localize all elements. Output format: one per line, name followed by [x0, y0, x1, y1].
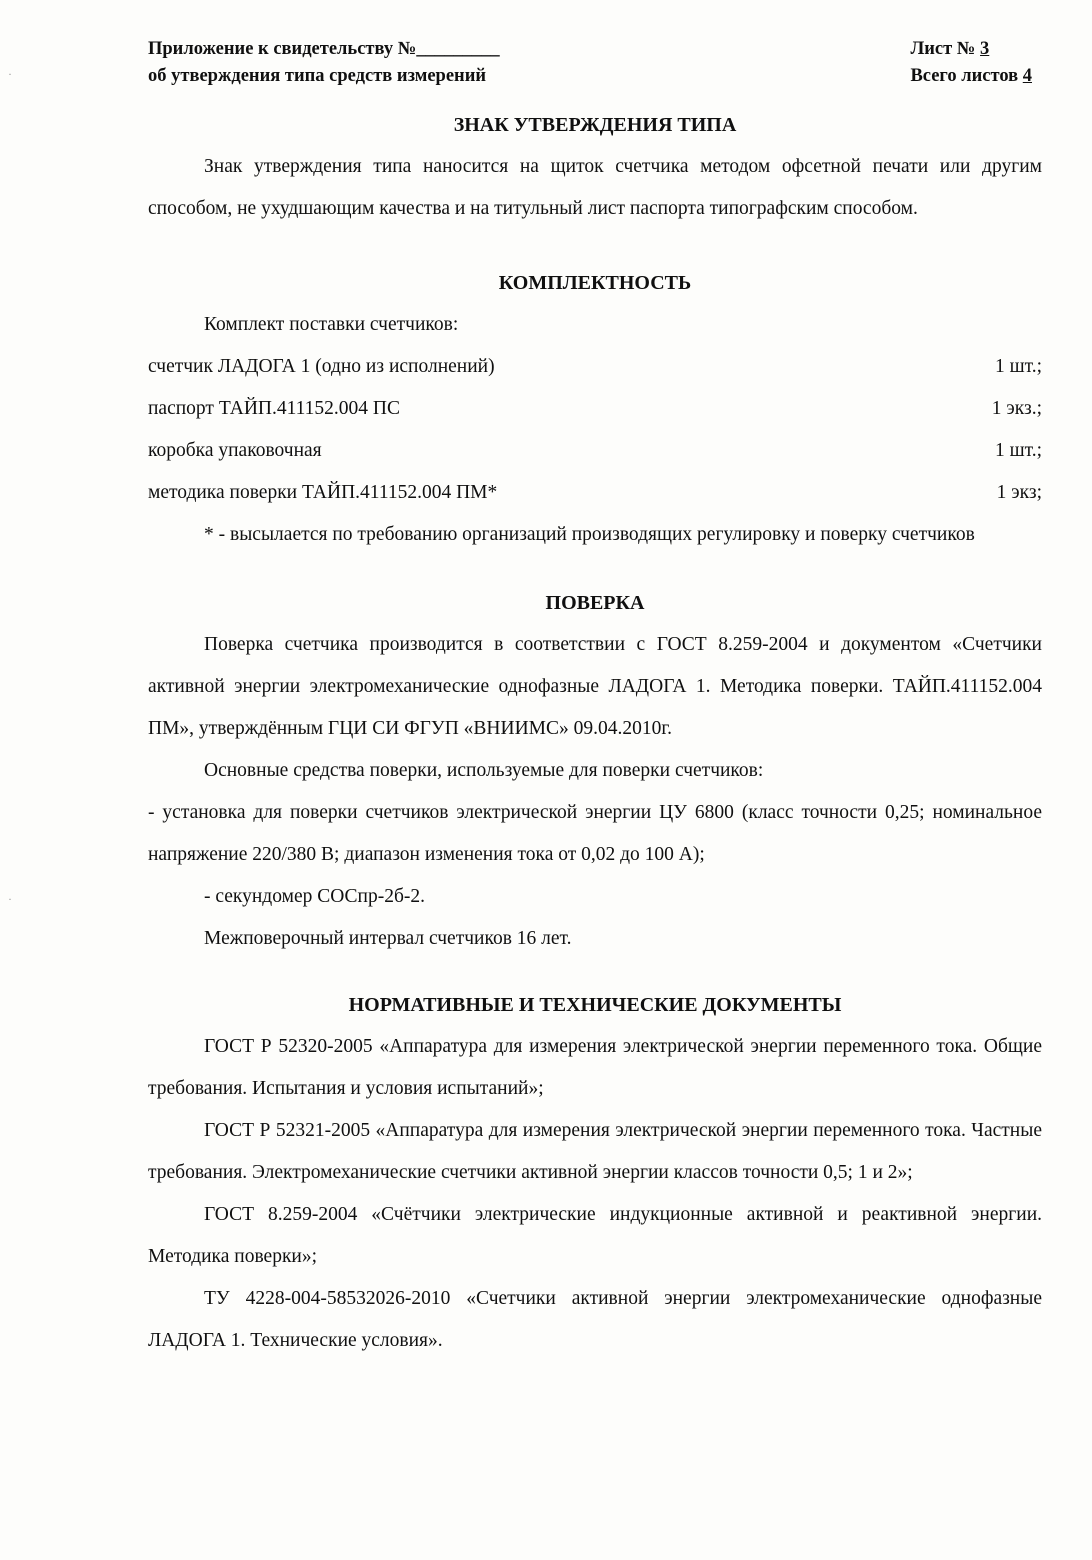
- total-sheets-label: Всего листов: [910, 66, 1023, 86]
- section-title-approval-mark: ЗНАК УТВЕРЖДЕНИЯ ТИПА: [453, 114, 737, 136]
- normative-document-paragraph: ТУ 4228-004-58532026-2010 «Счетчики активной энергии электромеханические однофазные ЛАДОГА 1. Технические условия».: [148, 1288, 1042, 1351]
- section-title-verification: ПОВЕРКА: [545, 592, 645, 614]
- verification-paragraph-3: - установка для поверки счетчиков электрической энергии ЦУ 6800 (класс точности 0,25; номинальное напряжение 220/380 В; диапазон изменения тока от 0,02 до 100 А);: [148, 802, 1042, 865]
- header-right: [910, 36, 1042, 90]
- completeness-intro: Комплект поставки счетчиков:: [204, 314, 459, 335]
- supply-item-label: методика поверки ТАЙП.411152.004 ПМ*: [148, 482, 498, 503]
- supply-row: [148, 430, 1042, 472]
- total-sheets-value: 4: [1022, 66, 1032, 86]
- verification-paragraph-4: - секундомер СОСпр-2б-2.: [204, 886, 426, 907]
- supply-item-qty: 1 экз.;: [991, 398, 1042, 419]
- verification-paragraph-1: Поверка счетчика производится в соответствии с ГОСТ 8.259-2004 и документом «Счетчики активной энергии электромеханические однофазные ЛАДОГА 1. Методика поверки. ТАЙП.411152.004 ПМ», утверждённым ГЦИ СИ ФГУП «ВНИИМС» 09.04.2010г.: [148, 634, 1042, 739]
- supply-item-label: счетчик ЛАДОГА 1 (одно из исполнений): [148, 356, 495, 377]
- page-header: [148, 36, 1042, 90]
- supply-list: [148, 346, 1042, 514]
- approval-mark-paragraph: Знак утверждения типа наносится на щиток счетчика методом офсетной печати или другим способом, не ухудшающим качества и на титульный лист паспорта типографским способом.: [148, 156, 1042, 219]
- scan-artifact: ·: [8, 67, 12, 81]
- header-left: [148, 36, 500, 90]
- supply-item-label: коробка упаковочная: [148, 440, 322, 461]
- sheet-number-value: 3: [980, 39, 990, 59]
- supply-row: [148, 388, 1042, 430]
- header-appendix-line: [148, 36, 500, 63]
- verification-paragraph-2: Основные средства поверки, используемые для поверки счетчиков:: [204, 760, 764, 781]
- supply-item-qty: 1 экз;: [996, 482, 1042, 503]
- section-title-completeness: КОМПЛЕКТНОСТЬ: [498, 272, 692, 294]
- header-approval-line: об утверждения типа средств измерений: [148, 66, 487, 86]
- normative-document-paragraph: ГОСТ Р 52321-2005 «Аппаратура для измерения электрической энергии переменного тока. Частные требования. Электромеханические счетчики активной энергии классов точности 0,5; 1 и 2»;: [148, 1120, 1042, 1183]
- supply-item-qty: 1 шт.;: [995, 356, 1042, 377]
- section-title-normative-documents: НОРМАТИВНЫЕ И ТЕХНИЧЕСКИЕ ДОКУМЕНТЫ: [348, 994, 842, 1016]
- normative-document-paragraph: ГОСТ 8.259-2004 «Счётчики электрические индукционные активной и реактивной энергии. Методика поверки»;: [148, 1204, 1042, 1267]
- supply-item-label: паспорт ТАЙП.411152.004 ПС: [148, 398, 401, 419]
- supply-item-qty: 1 шт.;: [995, 440, 1042, 461]
- scan-artifact: ·: [8, 892, 12, 906]
- certificate-number-blank: _________: [416, 39, 500, 59]
- total-sheets-line: [910, 63, 1032, 90]
- supply-row: [148, 472, 1042, 514]
- sheet-number-line: [910, 36, 1032, 63]
- supply-row: [148, 346, 1042, 388]
- header-appendix-label: Приложение к свидетельству №: [148, 39, 417, 59]
- normative-document-paragraph: ГОСТ Р 52320-2005 «Аппаратура для измерения электрической энергии переменного тока. Общие требования. Испытания и условия испытаний»;: [148, 1036, 1042, 1099]
- sheet-number-label: Лист №: [910, 39, 981, 59]
- verification-paragraph-5: Межповерочный интервал счетчиков 16 лет.: [204, 928, 572, 949]
- completeness-footnote: * - высылается по требованию организаций производящих регулировку и поверку счетчиков: [204, 524, 975, 545]
